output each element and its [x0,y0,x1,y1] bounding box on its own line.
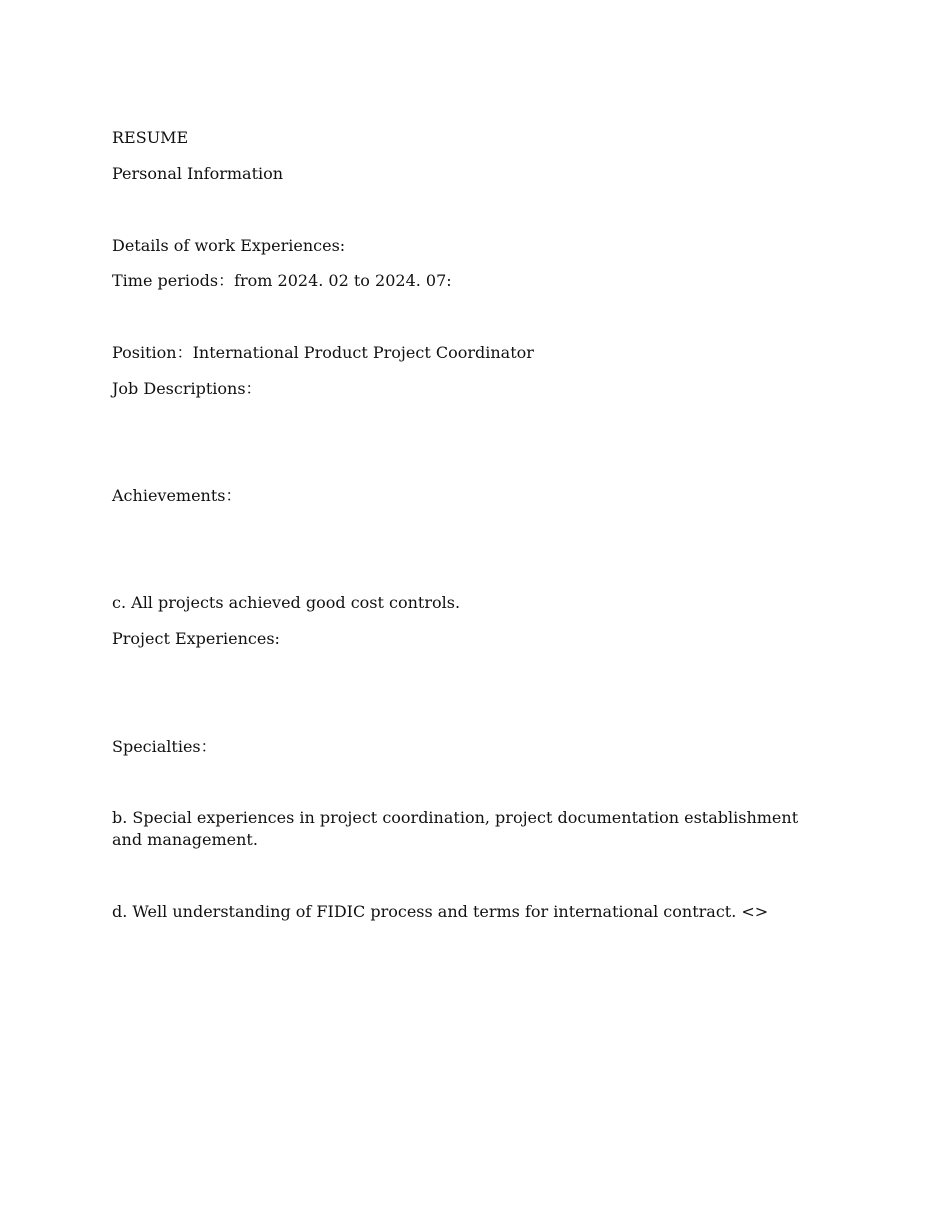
time-periods-line: Time periods：from 2024. 02 to 2024. 07: [112,271,452,290]
personal-information-heading: Personal Information [112,164,284,183]
job-descriptions-label: Job Descriptions： [112,379,262,398]
specialty-item-d: d. Well understanding of FIDIC process and terms for international contract. <> [112,902,769,921]
achievements-label: Achievements： [112,486,242,505]
project-experiences-label: Project Experiences: [112,629,280,648]
position-line: Position：International Product Project Coordinator [112,343,534,362]
resume-title: RESUME [112,128,189,147]
specialties-label: Specialties： [112,737,217,756]
specialty-item-b: b. Special experiences in project coordination, project documentation establishment and management. [112,808,804,849]
work-experiences-heading: Details of work Experiences: [112,236,346,255]
achievement-item-c: c. All projects achieved good cost controls. [112,593,461,612]
